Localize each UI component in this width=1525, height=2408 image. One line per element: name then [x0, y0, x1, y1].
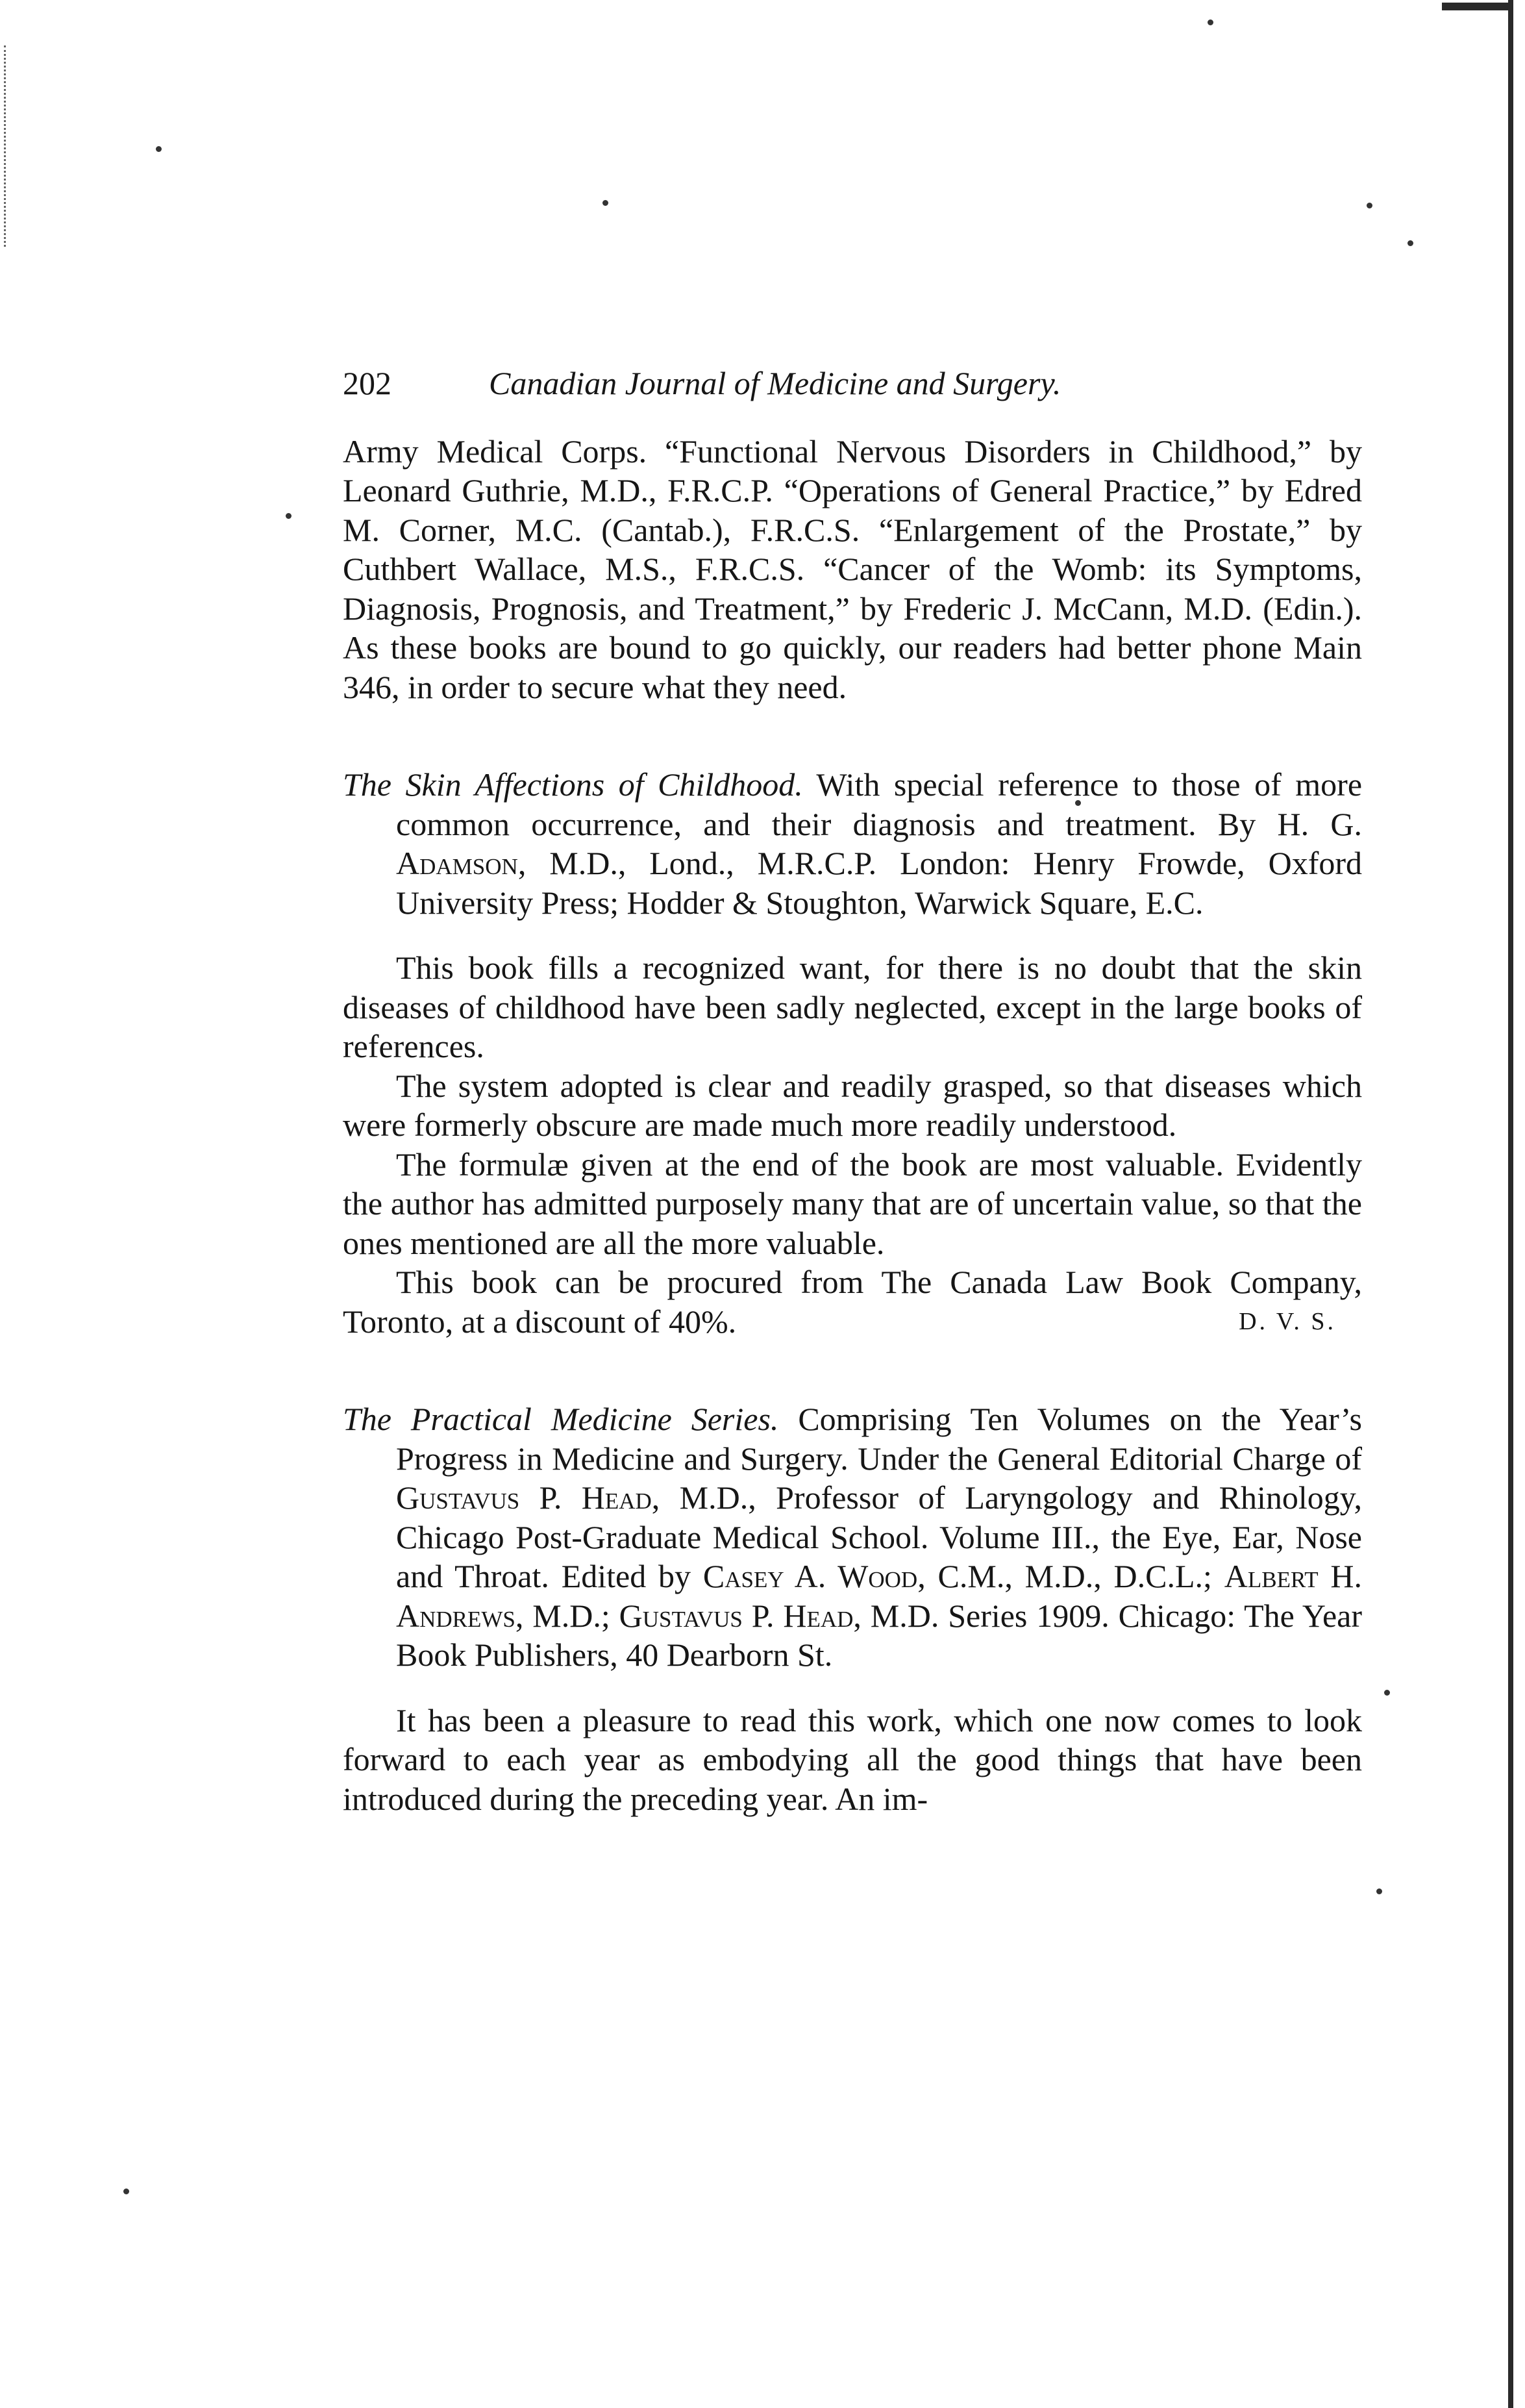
editor-name: Gustavus P. Head: [619, 1597, 854, 1634]
review-description: , M.D.;: [515, 1597, 619, 1634]
review-entry-practical-medicine: [343, 1399, 1362, 1675]
page-number: 202: [343, 365, 391, 401]
review-title: The Practical Medicine Series.: [343, 1401, 779, 1437]
continuation-paragraph: Army Medical Corps. “Functional Nervous Disorders in Childhood,” by Leonard Guthrie, M.D., F.R.C.P. “Operations of General Practice,” by Edred M. Corner, M.C. (Cantab.), F.R.C.S. “Enlargement of the Prostate,” by Cuthbert Wallace, M.S., F.R.C.S. “Cancer of the Womb: its Symptoms, Diagnosis, Prognosis, and Treatment,” by Frederic J. McCann, M.D. (Edin.). As these books are bound to go quickly, our readers had better phone Main 346, in order to secure what they need.: [343, 433, 1362, 705]
scan-left-margin-marks: [4, 45, 8, 247]
reviewer-signature: D. V. S.: [1239, 1307, 1336, 1335]
scan-speck: [1407, 240, 1413, 246]
scan-edge-corner: [1442, 3, 1513, 10]
editor-name: Albert H. Andrews: [396, 1558, 1362, 1634]
review-publication-details: , M.D., Lond., M.R.C.P. London: Henry Frowde, Oxford University Press; Hodder & Stoughton, Warwick Square, E.C.: [396, 845, 1362, 921]
running-head: [343, 364, 1362, 403]
review-description: , C.M., M.D., D.C.L.;: [917, 1558, 1224, 1594]
scan-speck: [1367, 203, 1372, 208]
scan-speck: [123, 2189, 129, 2194]
review-title: The Skin Affections of Childhood.: [343, 766, 803, 803]
scan-edge-line: [1508, 0, 1513, 2408]
scan-speck: [156, 146, 162, 152]
review-description: , M.D., Professor of Laryngology and Rhinology, Chicago Post-Graduate Medical School. Volume III., the Eye, Ear, Nose and Throat. Edited by: [396, 1479, 1362, 1594]
scan-speck: [286, 513, 291, 519]
review-publication-details: , M.D. Series 1909. Chicago: The Year Book Publishers, 40 Dearborn St.: [396, 1597, 1363, 1673]
review-paragraph: The formulæ given at the end of the book are most valuable. Evidently the author has admitted purposely many that are of uncertain value, so that the ones mentioned are all the more valuable.: [343, 1146, 1362, 1261]
review-description: Comprising Ten Volumes on the Year’s Progress in Medicine and Surgery. Under the General Editorial Charge of: [396, 1401, 1362, 1477]
scan-speck: [1208, 19, 1213, 25]
review-paragraph: The system adopted is clear and readily grasped, so that diseases which were formerly obscure are made much more readily understood.: [343, 1067, 1362, 1143]
review-entry-skin-affections: [343, 765, 1362, 922]
review-paragraph: It has been a pleasure to read this work, which one now comes to look forward to each year as embodying all the good things that have been introduced during the preceding year. An im-: [343, 1701, 1362, 1817]
review-description: With special reference to those of more common occurrence, and their diagnosis and treatment. By: [396, 766, 1363, 842]
scan-speck: [602, 200, 608, 206]
review-paragraph: This book fills a recognized want, for there is no doubt that the skin diseases of childhood have been sadly neglected, except in the large books of references.: [343, 949, 1362, 1064]
purchase-note: This book can be procured from The Canada Law Book Company, Toronto, at a discount of 40%.: [343, 1264, 1362, 1340]
editor-name: Casey A. Wood: [702, 1558, 918, 1594]
review-final-paragraph: [343, 1262, 1362, 1341]
text-column: [343, 364, 1362, 1818]
scan-speck: [1376, 1888, 1382, 1894]
review-author: H. G. Adamson: [396, 805, 1362, 881]
journal-title: Canadian Journal of Medicine and Surgery.: [489, 365, 1061, 401]
editor-name: Gustavus P. Head: [396, 1479, 652, 1516]
scan-speck: [1384, 1690, 1390, 1696]
